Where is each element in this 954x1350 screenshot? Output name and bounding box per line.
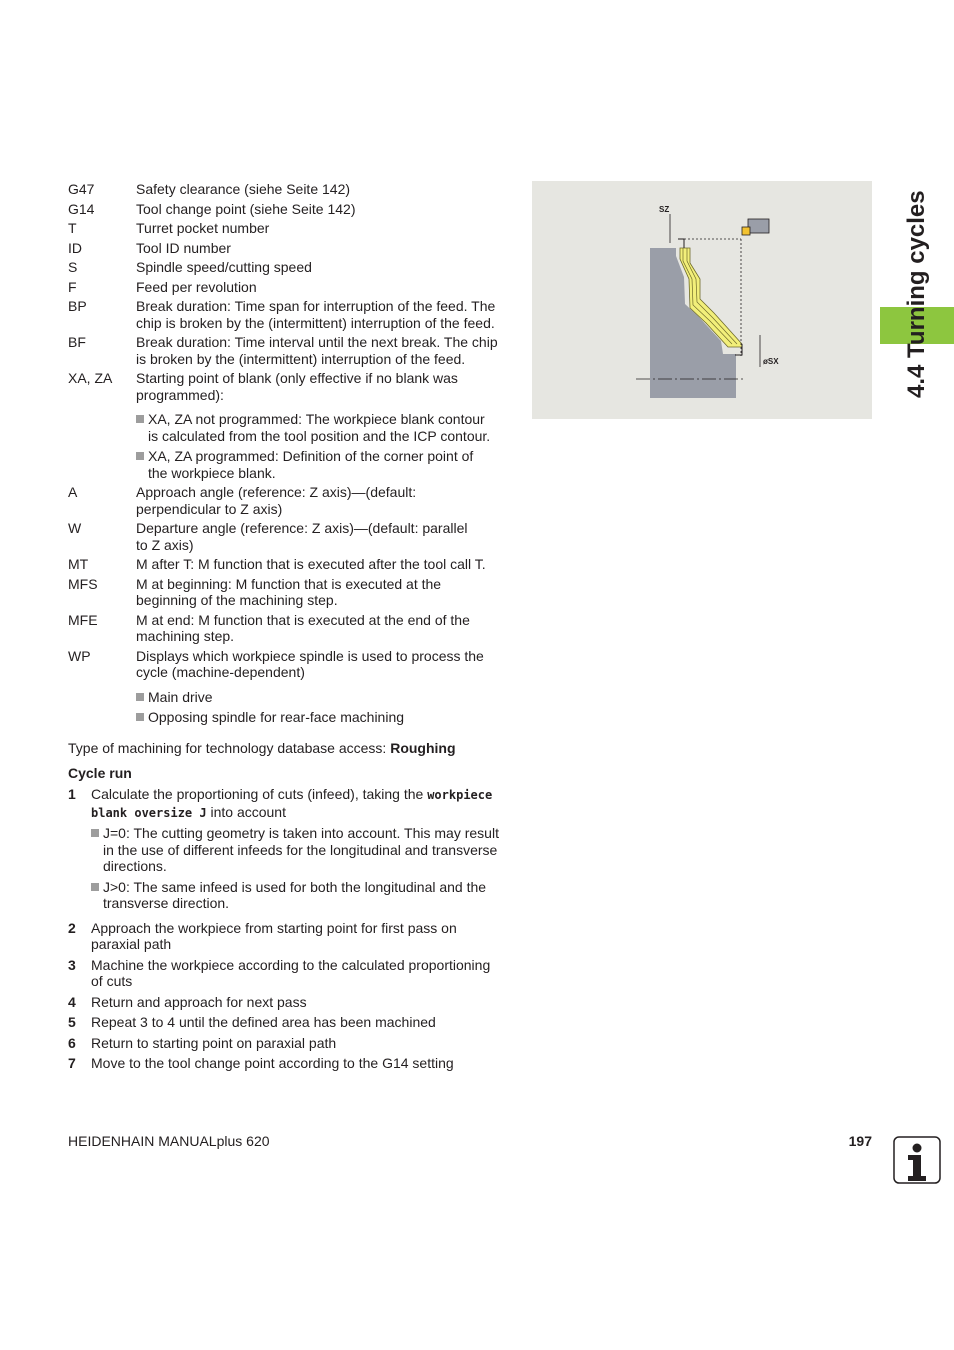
param-wp: WP Displays which workpiece spindle is used to process the cycle (machine-dependent) (68, 647, 484, 680)
param-f: F Feed per revolution (68, 278, 257, 295)
param-bf: BF Break duration: Time interval until the next break. The chip is broken by the (intermittent) interruption of the feed. (68, 334, 498, 367)
tool-holder (748, 219, 769, 233)
param-mfe: MFE M at end: M function that is executed at the end of the machining step. (68, 611, 470, 644)
blank-outline (678, 239, 684, 248)
step-4: 4 Return and approach for next pass (68, 993, 307, 1010)
chapter-tab-title (896, 180, 936, 400)
label-sz: SZ (659, 205, 670, 214)
figure-drawing (532, 181, 872, 419)
step-1: 1 Calculate the proportioning of cuts (infeed), taking the workpiece blank oversize J into account (68, 786, 493, 820)
parameter-list (68, 181, 518, 782)
step-6: 6 Return to starting point on paraxial path (68, 1034, 337, 1051)
chapter-tab-text: 4.4 Turning cycles (903, 190, 930, 398)
bullet-square-icon (136, 452, 144, 460)
param-g47: G47 Safety clearance (siehe Seite 142) (68, 181, 351, 197)
step-2: 2 Approach the workpiece from starting point for first pass on paraxial path (68, 919, 457, 952)
param-g14: G14 Tool change point (siehe Seite 142) (68, 200, 356, 217)
param-mfs: MFS M at beginning: M function that is executed at the beginning of the machining step. (68, 575, 442, 608)
bullet-opposing-spindle: Opposing spindle for rear-face machining (136, 709, 518, 726)
step-7: 7 Move to the tool change point according to the G14 setting (68, 1055, 454, 1071)
bullet-square-icon (136, 713, 144, 721)
param-t: T Turret pocket number (68, 220, 270, 236)
machining-type-line: Type of machining for technology database access: Roughing (68, 739, 456, 756)
bullet-main-drive: Main drive (136, 689, 518, 706)
bullet-square-icon (136, 415, 144, 423)
tool-insert (742, 227, 750, 235)
bullet-square-icon (91, 883, 99, 891)
info-icon (893, 1136, 941, 1184)
param-a: A Approach angle (reference: Z axis)—(default: perpendicular to Z axis) (68, 484, 417, 517)
bullet-square-icon (136, 693, 144, 701)
page-number: 197 (848, 1133, 872, 1149)
footer-manual-name: HEIDENHAIN MANUALplus 620 (68, 1133, 270, 1149)
param-id: ID Tool ID number (68, 239, 231, 256)
param-bp: BP Break duration: Time span for interruption of the feed. The chip is broken by the (intermittent) interruption of the feed. (68, 298, 496, 331)
step-3: 3 Machine the workpiece according to the calculated proportioning of cuts (68, 956, 491, 989)
cycle-run-steps (68, 786, 513, 1072)
param-xa-za: XA, ZA Starting point of blank (only effective if no blank was programmed): (68, 370, 458, 403)
bullet-square-icon (91, 829, 99, 837)
step-5: 5 Repeat 3 to 4 until the defined area has been machined (68, 1014, 436, 1030)
param-s: S Spindle speed/cutting speed (68, 259, 312, 275)
bullet-j-zero: J=0: The cutting geometry is taken into account. This may result in the use of different infeeds for the longitudinal and transverse directions. (91, 825, 513, 875)
bullet-xa-programmed: XA, ZA programmed: Definition of the corner point of the workpiece blank. (136, 448, 518, 481)
cycle-run-heading: Cycle run (68, 765, 132, 781)
contour-roughing-figure (532, 181, 872, 419)
label-sx: øSX (763, 357, 779, 366)
param-mt: MT M after T: M function that is executed after the tool call T. (68, 556, 486, 572)
param-w: W Departure angle (reference: Z axis)—(default: parallel to Z axis) (68, 520, 468, 553)
bullet-j-greater-zero: J>0: The same infeed is used for both the longitudinal and the transverse direction. (91, 879, 513, 912)
bullet-xa-not-programmed: XA, ZA not programmed: The workpiece blank contour is calculated from the tool position and the ICP contour. (136, 411, 518, 444)
